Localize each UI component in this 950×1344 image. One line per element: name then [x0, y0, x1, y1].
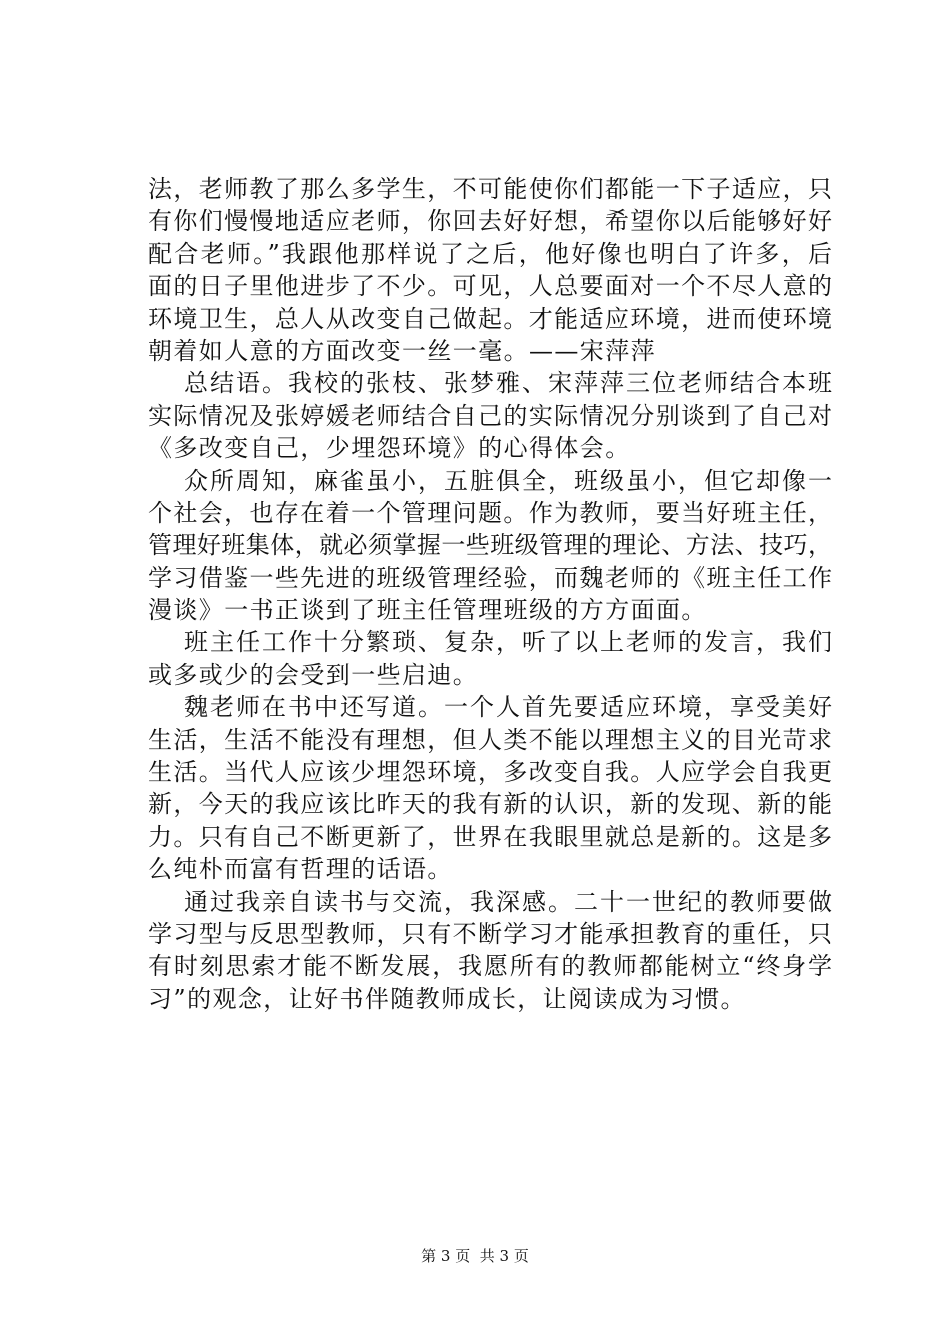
text-line: 管理好班集体，就必须掌握一些班级管理的理论、方法、技巧， [148, 531, 832, 560]
text-line: 生活。当代人应该少埋怨环境，多改变自我。人应学会自我更 [148, 758, 832, 787]
text-line: 或多或少的会受到一些启迪。 [148, 660, 479, 689]
text-line: 个社会，也存在着一个管理问题。作为教师，要当好班主任， [148, 498, 832, 527]
page-footer [0, 1246, 950, 1266]
page-number: 第 3 页 [421, 1247, 471, 1265]
paragraph-start: 班主任工作十分繁琐、复杂，听了以上老师的发言，我们 [184, 628, 832, 657]
text-line: 习”的观念，让好书伴随教师成长，让阅读成为习惯。 [148, 984, 746, 1013]
text-line: 力。只有自己不断更新了，世界在我眼里就总是新的。这是多 [148, 822, 832, 851]
text-line: 么纯朴而富有哲理的话语。 [148, 855, 453, 884]
text-line: 学习借鉴一些先进的班级管理经验，而魏老师的《班主任工作 [148, 563, 832, 592]
text-line: 朝着如人意的方面改变一丝一毫。——宋萍萍 [148, 336, 656, 365]
text-line: 新，今天的我应该比昨天的我有新的认识，新的发现、新的能 [148, 790, 832, 819]
paragraph-start: 魏老师在书中还写道。一个人首先要适应环境，享受美好 [184, 693, 832, 722]
paragraph-start: 众所周知，麻雀虽小，五脏俱全，班级虽小，但它却像一 [184, 466, 832, 495]
paragraph-start: 通过我亲自读书与交流，我深感。二十一世纪的教师要做 [184, 887, 832, 916]
text-line: 法，老师教了那么多学生，不可能使你们都能一下子适应，只 [148, 175, 832, 203]
text-line: 有时刻思索才能不断发展，我愿所有的教师都能树立“终身学 [148, 952, 832, 981]
text-line: 漫谈》一书正谈到了班主任管理班级的方方面面。 [148, 596, 707, 625]
paragraph-start: 总结语。我校的张枝、张梦雅、宋萍萍三位老师结合本班 [184, 369, 832, 398]
footer-separator [470, 1247, 480, 1265]
text-line: 实际情况及张婷媛老师结合自己的实际情况分别谈到了自己对 [148, 401, 832, 430]
text-line: 配合老师。”我跟他那样说了之后，他好像也明白了许多，后 [148, 239, 832, 268]
text-line: 面的日子里他进步了不少。可见，人总要面对一个不尽人意的 [148, 272, 832, 301]
document-body [148, 173, 832, 1015]
total-pages: 共 3 页 [479, 1247, 529, 1265]
text-line: 学习型与反思型教师，只有不断学习才能承担教育的重任，只 [148, 919, 832, 948]
text-line: 有你们慢慢地适应老师，你回去好好想，希望你以后能够好好 [148, 207, 832, 236]
text-line: 环境卫生，总人从改变自己做起。才能适应环境，进而使环境 [148, 304, 832, 333]
text-line: 生活，生活不能没有理想，但人类不能以理想主义的目光苛求 [148, 725, 832, 754]
text-line: 《多改变自己，少埋怨环境》的心得体会。 [148, 434, 631, 463]
